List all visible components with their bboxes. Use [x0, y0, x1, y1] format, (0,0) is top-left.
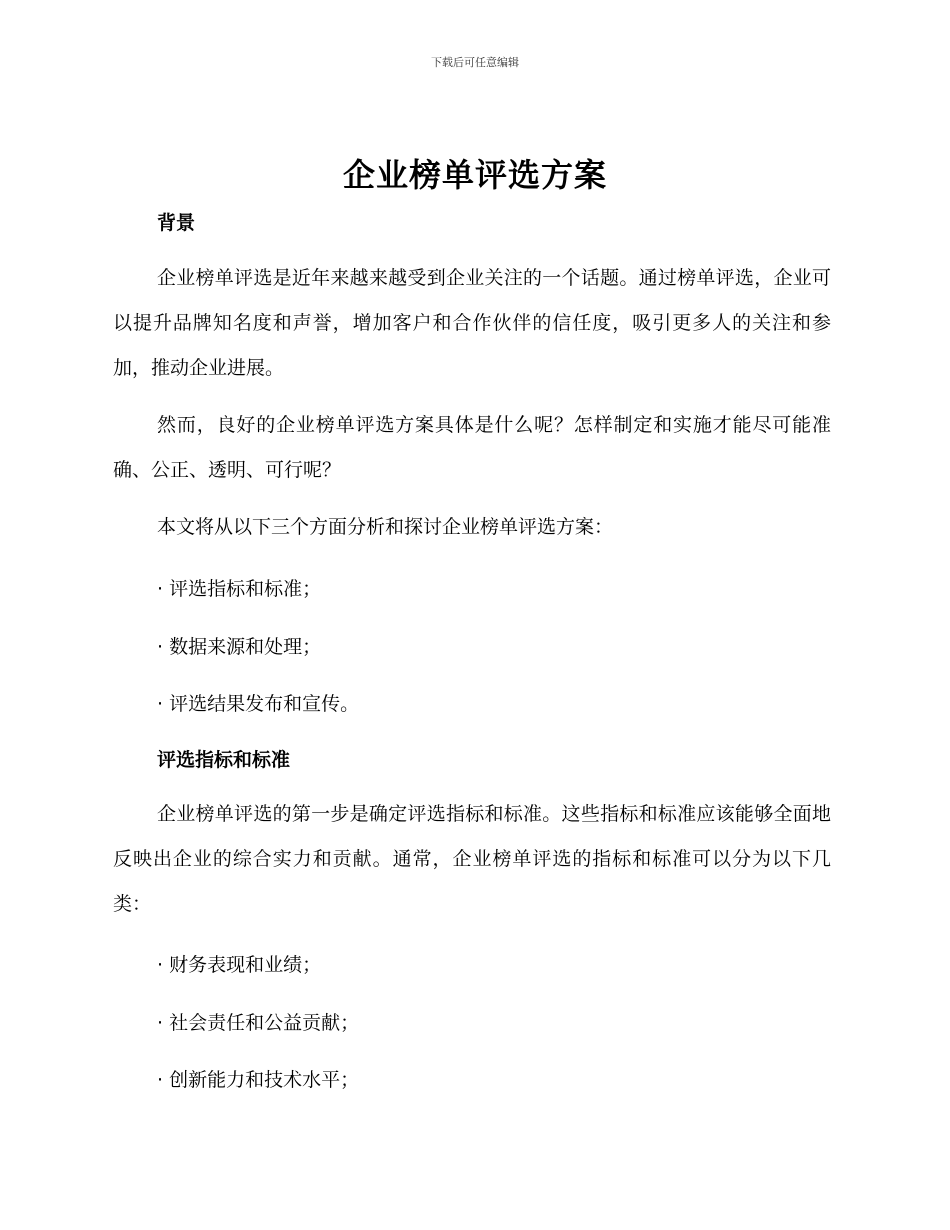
- document-title: 企业榜单评选方案: [342, 156, 607, 194]
- bullet-item: · 评选指标和标准；: [157, 578, 322, 600]
- paragraph-question: 然而，良好的企业榜单评选方案具体是什么呢？怎样制定和实施才能尽可能准确、公正、透明、可行呢？: [113, 414, 831, 481]
- paragraph-criteria: 企业榜单评选的第一步是确定评选指标和标准。这些指标和标准应该能够全面地反映出企业的综合实力和贡献。通常，企业榜单评选的指标和标准可以分为以下几类：: [113, 803, 831, 915]
- paragraph-outline: 本文将从以下三个方面分析和探讨企业榜单评选方案：: [157, 516, 614, 538]
- section-heading-background: 背景: [157, 212, 196, 234]
- bullet-item: · 数据来源和处理；: [157, 636, 322, 658]
- header-note: 下载后可任意编辑: [431, 56, 519, 69]
- bullet-item: · 创新能力和技术水平；: [157, 1069, 360, 1091]
- bullet-item: · 评选结果发布和宣传。: [157, 693, 360, 715]
- bullet-item: · 社会责任和公益贡献；: [157, 1012, 360, 1034]
- bullet-item: · 财务表现和业绩；: [157, 954, 322, 976]
- paragraph-intro: 企业榜单评选是近年来越来越受到企业关注的一个话题。通过榜单评选，企业可以提升品牌知名度和声誉，增加客户和合作伙伴的信任度，吸引更多人的关注和参加，推动企业进展。: [113, 267, 831, 379]
- section-heading-criteria: 评选指标和标准: [157, 749, 291, 771]
